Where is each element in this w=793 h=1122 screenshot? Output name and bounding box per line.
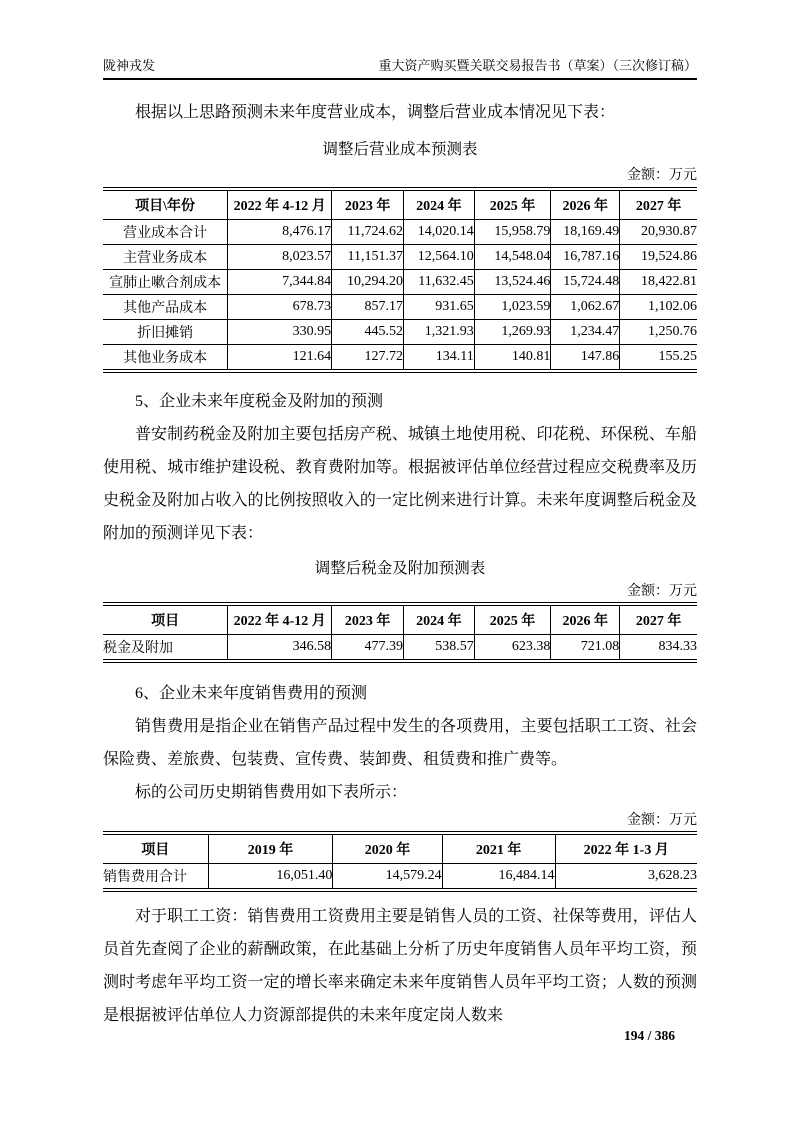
cell: 1,023.59 xyxy=(474,295,551,320)
table-row xyxy=(103,270,697,295)
cell: 134.11 xyxy=(404,345,475,372)
column-header: 2022 年 1-3 月 xyxy=(555,833,697,864)
cell: 140.81 xyxy=(474,345,551,372)
unit-label: 金额：万元 xyxy=(627,584,697,599)
cell: 121.64 xyxy=(228,345,332,372)
column-header: 2027 年 xyxy=(620,189,697,220)
cell: 16,484.14 xyxy=(442,864,555,891)
adjusted-tax-surcharge-table xyxy=(103,602,697,663)
cell: 1,321.93 xyxy=(404,320,475,345)
section-5-paragraph: 普安制药税金及附加主要包括房产税、城镇土地使用税、印花税、环保税、车船使用税、城市维护建设税、教育费附加等。根据被评估单位经营过程应交税费率及历史税金及附加占收入的比例按照收入的一定比例来进行计算。未来年度调整后税金及附加的预测详见下表： xyxy=(103,426,697,542)
row-label: 销售费用合计 xyxy=(103,870,187,885)
table-row xyxy=(103,295,697,320)
cell: 1,269.93 xyxy=(474,320,551,345)
column-header: 2026 年 xyxy=(551,189,620,220)
row-label: 其他业务成本 xyxy=(123,351,208,366)
column-header: 2025 年 xyxy=(474,189,551,220)
row-label: 税金及附加 xyxy=(103,641,173,656)
column-header: 2025 年 xyxy=(474,604,551,635)
column-header: 2026 年 xyxy=(551,604,620,635)
cell: 147.86 xyxy=(551,345,620,372)
header-company-name: 陇神戎发 xyxy=(103,58,156,73)
cell: 12,564.10 xyxy=(404,245,475,270)
cell: 1,234.47 xyxy=(551,320,620,345)
cell: 8,023.57 xyxy=(228,245,332,270)
cell: 13,524.46 xyxy=(474,270,551,295)
column-header: 2024 年 xyxy=(404,189,475,220)
cell: 445.52 xyxy=(332,320,404,345)
row-label: 主营业务成本 xyxy=(103,245,228,270)
cell: 20,930.87 xyxy=(620,220,697,245)
cell: 1,102.06 xyxy=(620,295,697,320)
column-header: 2019 年 xyxy=(208,833,333,864)
cell: 16,787.16 xyxy=(551,245,620,270)
column-header: 项目 xyxy=(103,604,228,635)
cell: 14,548.04 xyxy=(474,245,551,270)
row-label: 其他产品成本 xyxy=(103,295,228,320)
cell: 931.65 xyxy=(404,295,475,320)
cell: 3,628.23 xyxy=(555,864,697,891)
table-row xyxy=(103,864,697,891)
cell: 19,524.86 xyxy=(620,245,697,270)
table-header-row xyxy=(103,189,697,220)
header-report-title: 重大资产购买暨关联交易报告书（草案）（三次修订稿） xyxy=(378,58,697,73)
column-header: 2022 年 4-12 月 xyxy=(228,604,332,635)
row-label: 宣肺止嗽合剂成本 xyxy=(103,270,228,295)
cell: 15,958.79 xyxy=(474,220,551,245)
column-header: 项目 xyxy=(103,833,208,864)
page-number: 194 / 386 xyxy=(623,1028,675,1043)
table-row xyxy=(103,245,697,270)
column-header: 2024 年 xyxy=(404,604,475,635)
tax-table-title: 调整后税金及附加预测表 xyxy=(314,560,486,577)
cell: 11,724.62 xyxy=(332,220,404,245)
column-header: 项目\年份 xyxy=(103,189,228,220)
cost-table-title: 调整后营业成本预测表 xyxy=(322,141,478,158)
cell: 8,476.17 xyxy=(228,220,332,245)
table-row xyxy=(103,320,697,345)
cell: 7,344.84 xyxy=(228,270,332,295)
cell: 11,632.45 xyxy=(404,270,475,295)
table-row xyxy=(103,220,697,245)
table-row xyxy=(103,635,697,662)
cell: 16,051.40 xyxy=(208,864,333,891)
column-header: 2022 年 4-12 月 xyxy=(228,189,332,220)
column-header: 2023 年 xyxy=(332,189,404,220)
intro-paragraph: 根据以上思路预测未来年度营业成本，调整后营业成本情况见下表： xyxy=(135,104,616,121)
cell: 14,579.24 xyxy=(333,864,442,891)
section-5-heading: 5、企业未来年度税金及附加的预测 xyxy=(135,393,384,410)
cell: 857.17 xyxy=(332,295,404,320)
cell: 14,020.14 xyxy=(404,220,475,245)
cell: 1,062.67 xyxy=(551,295,620,320)
table-row xyxy=(103,345,697,372)
row-label: 营业成本合计 xyxy=(103,220,228,245)
column-header: 2020 年 xyxy=(333,833,442,864)
cell: 538.57 xyxy=(404,635,475,662)
column-header: 2027 年 xyxy=(620,604,697,635)
cell: 155.25 xyxy=(620,345,697,372)
cell: 330.95 xyxy=(228,320,332,345)
section-6-heading: 6、企业未来年度销售费用的预测 xyxy=(135,685,368,702)
cell: 10,294.20 xyxy=(332,270,404,295)
cell: 623.38 xyxy=(474,635,551,662)
column-header: 2021 年 xyxy=(442,833,555,864)
wage-paragraph: 对于职工工资：销售费用工资费用主要是销售人员的工资、社保等费用，评估人员首先查阅了企业的薪酬政策，在此基础上分析了历史年度销售人员年平均工资，预测时考虑年平均工资一定的增长率来确定未来年度销售人员年平均工资；人数的预测是根据被评估单位人力资源部提供的未来年度定岗人数来 xyxy=(103,908,697,1024)
cell: 678.73 xyxy=(228,295,332,320)
cell: 721.08 xyxy=(551,635,620,662)
history-intro-paragraph: 标的公司历史期销售费用如下表所示： xyxy=(135,784,408,801)
page-header xyxy=(103,57,697,80)
cell: 834.33 xyxy=(620,635,697,662)
row-label: 折旧摊销 xyxy=(103,320,228,345)
cell: 15,724.48 xyxy=(551,270,620,295)
cell: 18,169.49 xyxy=(551,220,620,245)
unit-label: 金额：万元 xyxy=(627,168,697,183)
adjusted-operating-cost-table xyxy=(103,187,697,373)
cell: 127.72 xyxy=(332,345,404,372)
cell: 346.58 xyxy=(228,635,332,662)
selling-expense-history-table xyxy=(103,831,697,892)
cell: 477.39 xyxy=(332,635,404,662)
cell: 11,151.37 xyxy=(332,245,404,270)
cell: 1,250.76 xyxy=(620,320,697,345)
cell: 18,422.81 xyxy=(620,270,697,295)
column-header: 2023 年 xyxy=(332,604,404,635)
section-6-paragraph: 销售费用是指企业在销售产品过程中发生的各项费用，主要包括职工工资、社会保险费、差旅费、包装费、宣传费、装卸费、租赁费和推广费等。 xyxy=(103,718,697,768)
unit-label: 金额：万元 xyxy=(627,813,697,828)
table-header-row xyxy=(103,604,697,635)
table-header-row xyxy=(103,833,697,864)
